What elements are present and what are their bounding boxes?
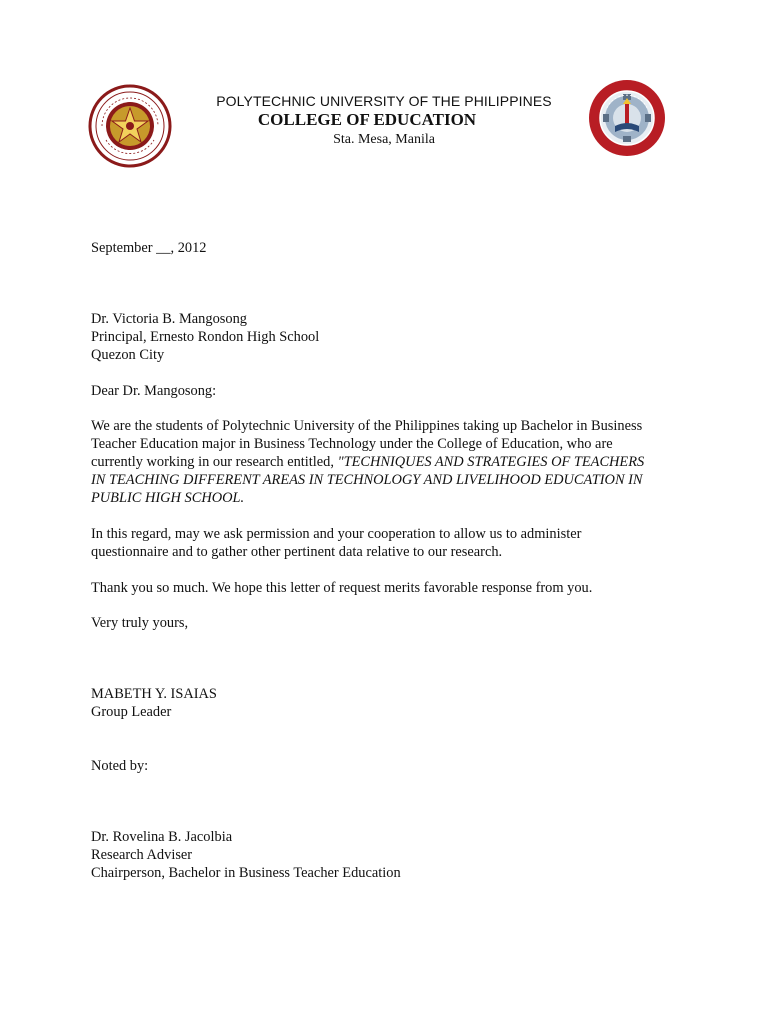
signatory-title: Group Leader — [91, 704, 172, 720]
college-of-education-seal-icon — [585, 78, 669, 158]
adviser-title-1: Research Adviser — [91, 847, 193, 863]
body-paragraph-1-line-1: We are the students of Polytechnic University of the Philippines taking up Bachelor in Business — [91, 418, 643, 434]
body-paragraph-1-line-2: Teacher Education major in Business Technology under the College of Education, who are — [91, 436, 613, 452]
adviser-name: Dr. Rovelina B. Jacolbia — [91, 829, 233, 845]
body-paragraph-1-line-3 — [91, 453, 644, 471]
body-paragraph-1-line-3-lead: currently working in our research entitled, — [91, 454, 338, 470]
recipient-name: Dr. Victoria B. Mangosong — [91, 311, 247, 327]
research-title-line-2: IN TEACHING DIFFERENT AREAS IN TECHNOLOGY AND LIVELIHOOD EDUCATION IN — [91, 472, 643, 488]
closing: Very truly yours, — [91, 615, 189, 631]
noted-by-label: Noted by: — [91, 758, 149, 774]
body-paragraph-2-line-2: questionnaire and to gather other pertinent data relative to our research. — [91, 544, 503, 560]
recipient-position: Principal, Ernesto Rondon High School — [91, 329, 320, 345]
recipient-city: Quezon City — [91, 347, 165, 363]
research-title-start: "TECHNIQUES AND STRATEGIES OF TEACHERS — [337, 454, 645, 470]
body-paragraph-3: Thank you so much. We hope this letter of request merits favorable response from you. — [91, 580, 593, 596]
signatory-name: MABETH Y. ISAIAS — [91, 686, 217, 702]
body-paragraph-2-line-1: In this regard, may we ask permission and your cooperation to allow us to administer — [91, 526, 582, 542]
university-address: Sta. Mesa, Manila — [333, 132, 435, 147]
letter-date: September __, 2012 — [91, 240, 207, 256]
college-name: COLLEGE OF EDUCATION — [257, 110, 477, 129]
research-title-line-3: PUBLIC HIGH SCHOOL. — [91, 490, 245, 506]
salutation: Dear Dr. Mangosong: — [91, 383, 217, 399]
adviser-title-2: Chairperson, Bachelor in Business Teacher Education — [91, 865, 401, 881]
university-name: POLYTECHNIC UNIVERSITY OF THE PHILIPPINES — [216, 93, 552, 109]
